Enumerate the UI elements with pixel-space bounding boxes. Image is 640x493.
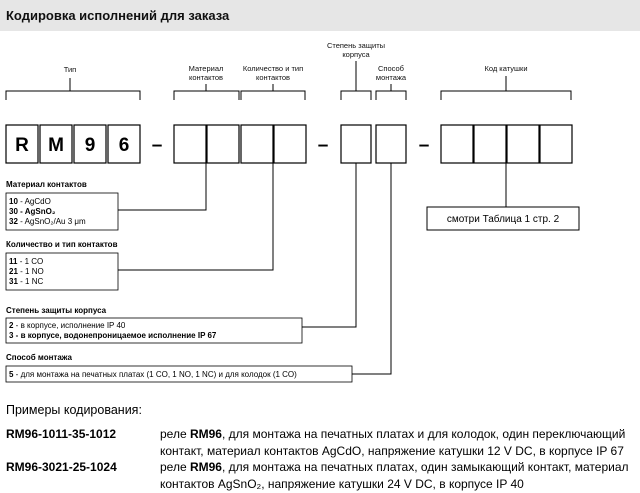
example-desc-2	[160, 459, 638, 493]
example-desc-1-line1: реле RM96, для монтажа на печатных платах и для колодок, один переключающий	[160, 427, 626, 441]
count-option-11: 11 - 1 CO	[9, 257, 44, 266]
examples-title: Примеры кодирования:	[6, 403, 142, 417]
separator-2: –	[317, 135, 329, 156]
example-code-1: RM96-1011-35-1012	[6, 427, 117, 441]
protection-option-2: 2 - в корпусе, исполнение IP 40	[9, 321, 126, 330]
section-mount-title: Способ монтажа	[6, 353, 73, 362]
slot-coil-1	[441, 125, 473, 163]
code-letter-m: M	[48, 135, 64, 156]
mount-option-5: 5 - для монтажа на печатных платах (1 CO, 1 NO, 1 NC) и для колодок (1 CO)	[9, 370, 297, 379]
protection-option-3: 3 - в корпусе, водонепроницаемое исполнение IP 67	[9, 331, 217, 340]
separator-1: –	[151, 135, 163, 156]
label-mount-1: Способ	[378, 64, 404, 73]
slot-count-1	[241, 125, 273, 163]
material-option-10: 10 - AgCdO	[9, 197, 51, 206]
count-option-31: 31 - 1 NC	[9, 277, 44, 286]
count-option-21: 21 - 1 NO	[9, 267, 44, 276]
label-protection-1: Степень защиты	[326, 41, 386, 50]
section-count-title: Количество и тип контактов	[6, 240, 118, 249]
page-title: Кодировка исполнений для заказа	[6, 8, 230, 23]
slot-mount	[376, 125, 406, 163]
label-count-2: контактов	[255, 73, 291, 82]
bracket-coil	[441, 91, 571, 100]
material-option-30: 30 - AgSnO₂	[9, 207, 56, 216]
code-letter-9: 9	[84, 135, 96, 156]
example-desc-1-line2: контакт, материал контактов AgCdO, напряжение катушки 12 V DC, в корпусе IP 67	[160, 444, 624, 458]
example-desc-2-line1: реле RM96, для монтажа на печатных платах, один замыкающий контакт, материал	[160, 460, 629, 474]
example-code-2: RM96-3021-25-1024	[6, 460, 117, 474]
label-coil: Код катушки	[484, 64, 528, 73]
slot-material-1	[174, 125, 206, 163]
label-material-1: Материал	[188, 64, 224, 73]
label-material-2: контактов	[188, 73, 224, 82]
separator-3: –	[418, 135, 430, 156]
section-material-title: Материал контактов	[6, 180, 87, 189]
example-desc-1	[160, 426, 638, 460]
code-letter-r: R	[15, 135, 29, 156]
slot-protection	[341, 125, 371, 163]
bracket-mount	[376, 91, 406, 100]
section-protection-title: Степень защиты корпуса	[6, 306, 107, 315]
coil-note: смотри Таблица 1 стр. 2	[446, 214, 560, 225]
label-count-1: Количество и тип	[242, 64, 304, 73]
label-type: Тип	[63, 65, 77, 74]
bracket-protection	[341, 91, 371, 100]
connector-count	[118, 163, 273, 270]
connector-material	[118, 163, 206, 210]
code-letter-6: 6	[118, 135, 130, 156]
slot-coil-3	[507, 125, 539, 163]
label-protection-2: корпуса	[342, 50, 370, 59]
label-mount-2: монтажа	[375, 73, 407, 82]
material-option-32: 32 - AgSnO₂/Au 3 μm	[9, 217, 86, 226]
bracket-count	[241, 91, 305, 100]
slot-count-2	[274, 125, 306, 163]
slot-coil-2	[474, 125, 506, 163]
slot-material-2	[207, 125, 239, 163]
bracket-material	[174, 91, 239, 100]
slot-coil-4	[540, 125, 572, 163]
bracket-type	[6, 91, 140, 100]
example-desc-2-line2: контактов AgSnO₂, напряжение катушки 24 V DC, в корпусе IP 40	[160, 477, 524, 491]
connector-mount	[352, 163, 391, 374]
connector-protection	[302, 163, 356, 327]
